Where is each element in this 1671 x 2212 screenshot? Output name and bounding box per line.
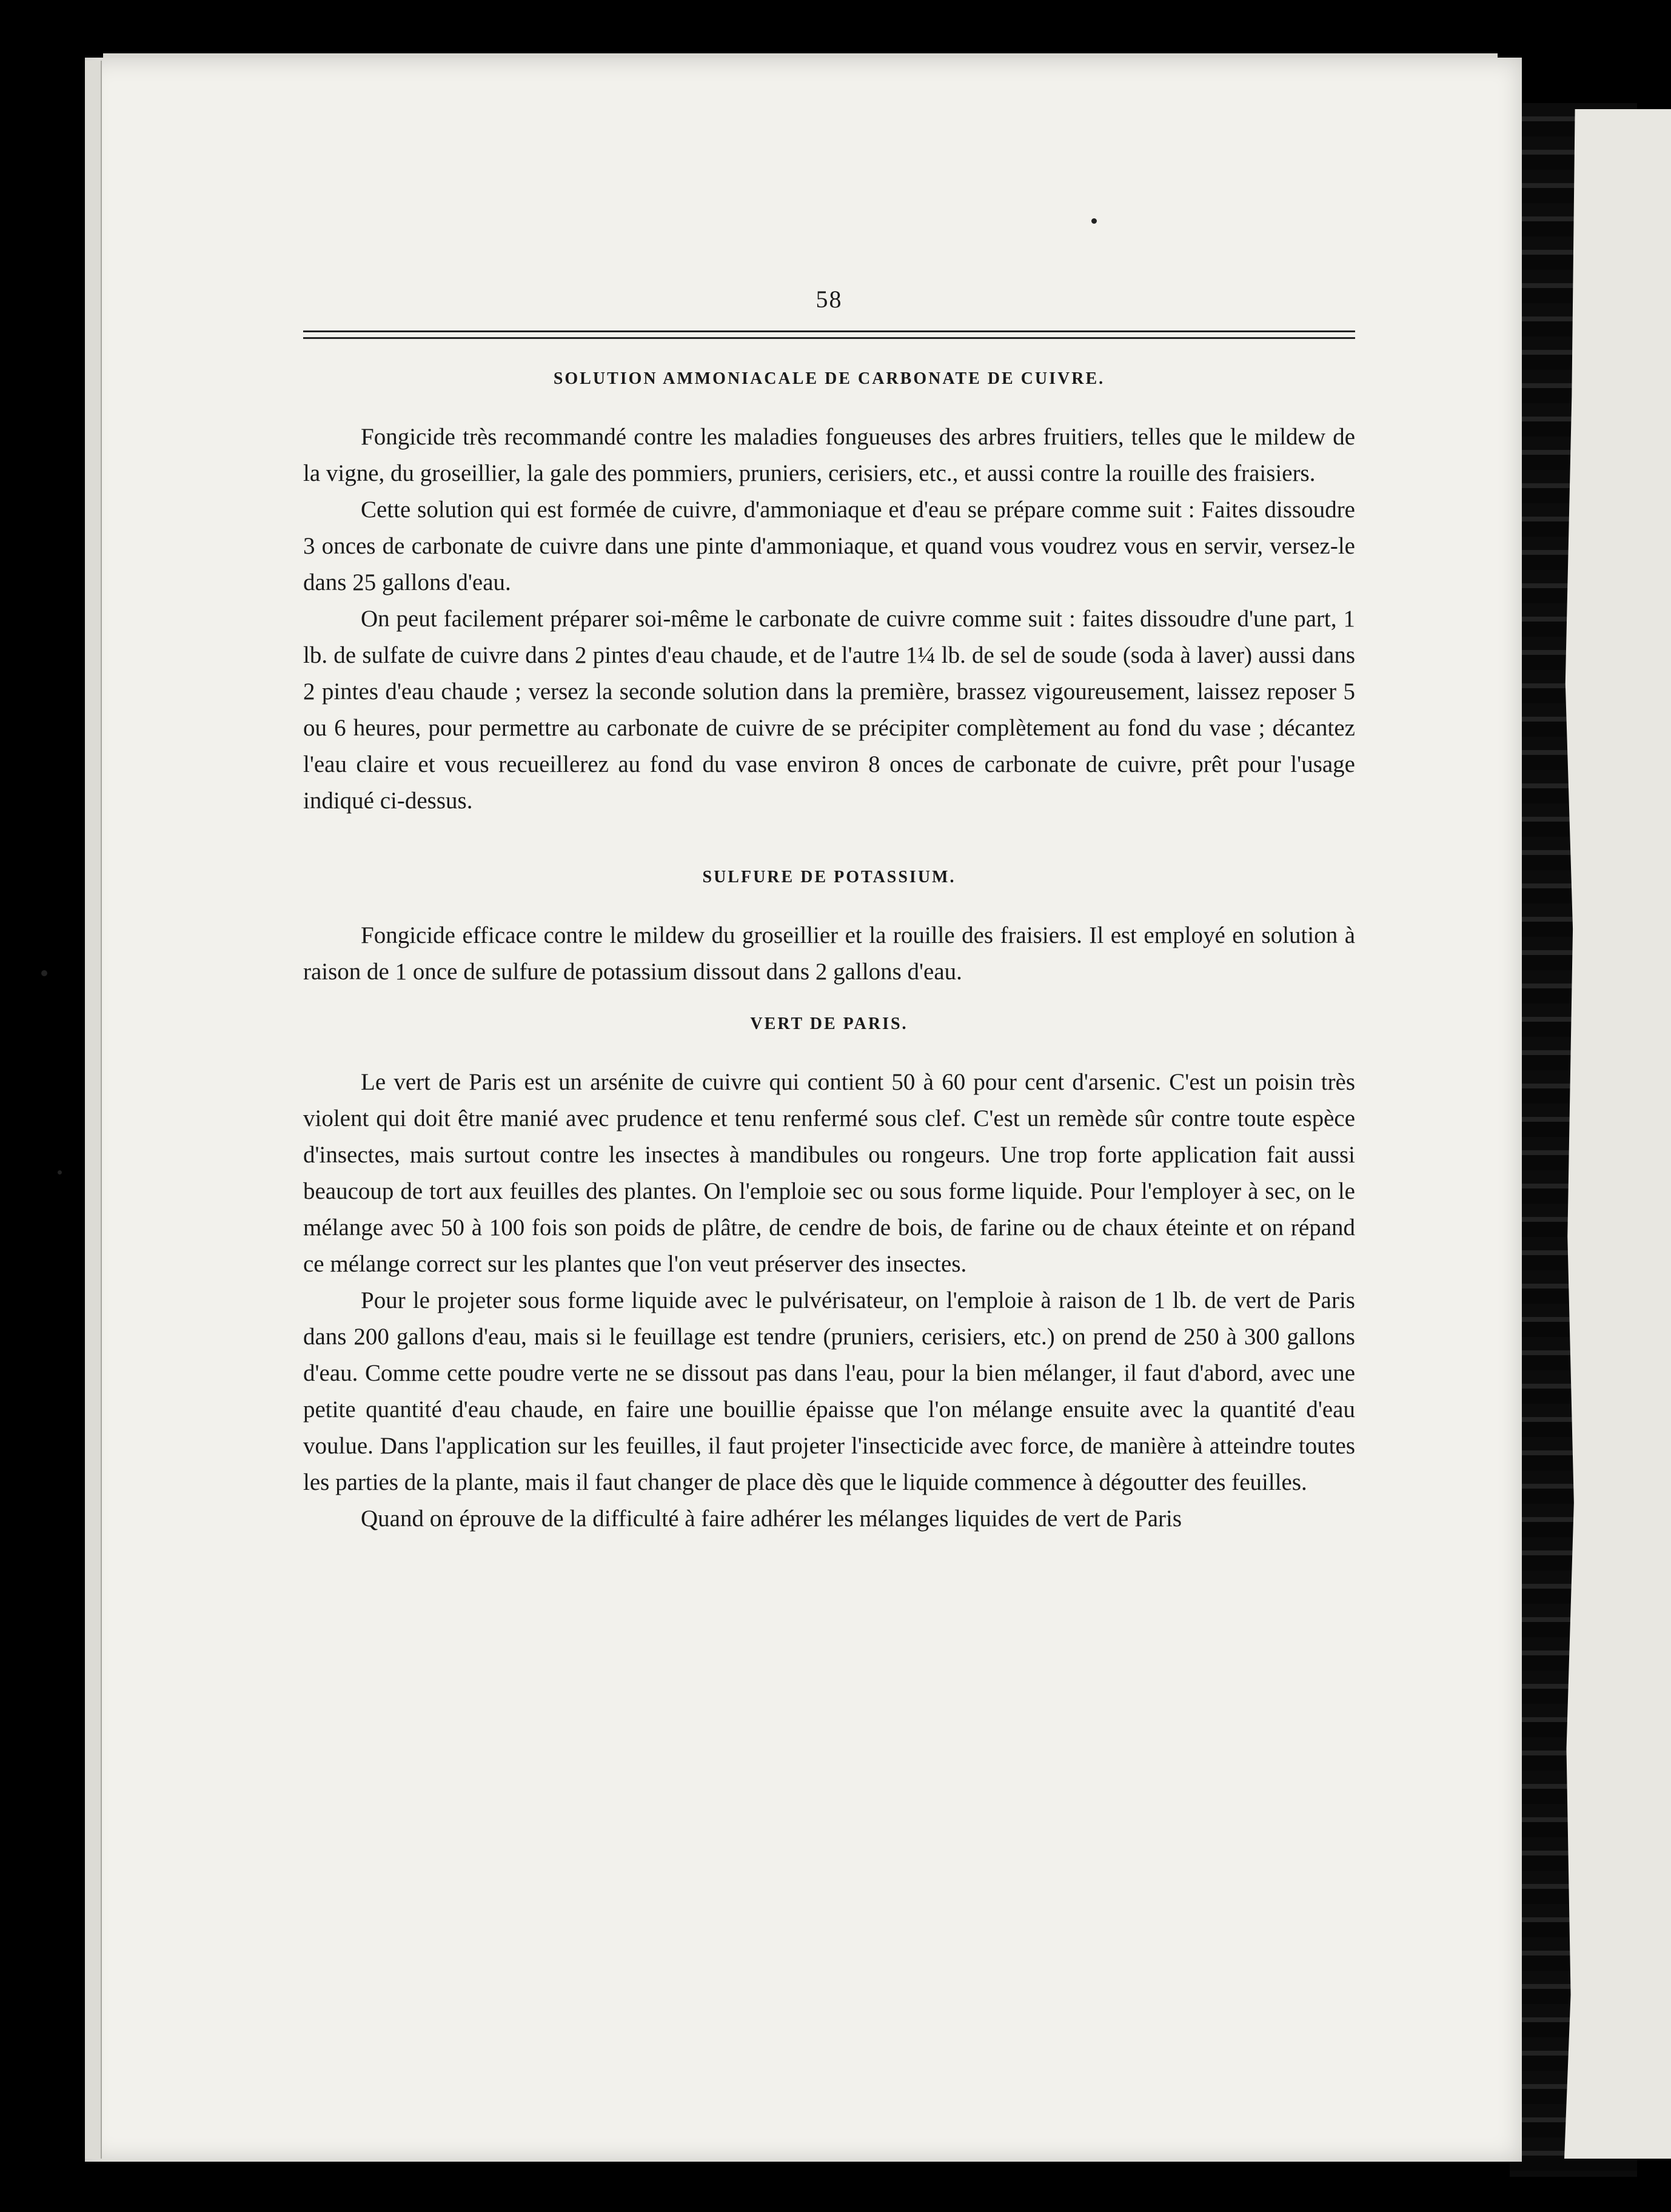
section-heading: SOLUTION AMMONIACALE DE CARBONATE DE CUIVRE.: [553, 369, 1105, 388]
paragraph: Fongicide efficace contre le mildew du groseillier et la rouille des fraisiers. Il est employé en solution à raison de 1 once de sulfure de potassium dissout dans 2 gallons d'eau.: [303, 922, 1355, 985]
dust-speck: [41, 970, 47, 976]
paragraph: Quand on éprouve de la difficulté à faire adhérer les mélanges liquides de vert de Paris: [361, 1506, 1182, 1532]
paragraph: Fongicide très recommandé contre les maladies fongueuses des arbres fruitiers, telles que le mildew de la vigne, du groseillier, la gale des pommiers, pruniers, cerisiers, etc., et aussi contre la rouille des fraisiers.: [303, 424, 1355, 486]
next-page-edge: [1564, 109, 1671, 2159]
dust-speck: [58, 1170, 62, 1175]
paragraph: Pour le projeter sous forme liquide avec le pulvérisateur, on l'emploie à raison de 1 lb. de vert de Paris dans 200 gallons d'eau, mais si le feuillage est tendre (pruniers, cerisiers, etc.) on prend de 250 à 300 gallons d'eau. Comme cette poudre verte ne se dissout pas dans l'eau, pour la bien mélanger, il faut d'abord, avec une petite quantité d'eau chaude, en faire une bouillie épaisse que l'on mélange ensuite avec la quantité d'eau voulue. Dans l'application sur les feuilles, il faut projeter l'insecticide avec force, de manière à atteindre toutes les parties de la plante, mais il faut changer de place dès que le liquide commence à dégoutter des feuilles.: [303, 1287, 1355, 1495]
dust-speck: [1091, 218, 1097, 224]
paragraph: Le vert de Paris est un arsénite de cuivre qui contient 50 à 60 pour cent d'arsenic. C'est un poisin très violent qui doit être manié avec prudence et tenu renfermé sous clef. C'est un remède sûr contre toute espèce d'insectes, mais surtout contre les insectes à mandibules ou rongeurs. Une trop forte application fait aussi beaucoup de tort aux feuilles des plantes. On l'emploie sec ou sous forme liquide. Pour l'employer à sec, on le mélange avec 50 à 100 fois son poids de plâtre, de cendre de bois, de farine ou de chaux éteinte et on répand ce mélange correct sur les plantes que l'on veut préserver des insectes.: [303, 1069, 1355, 1277]
paragraph: On peut facilement préparer soi-même le carbonate de cuivre comme suit : faites dissoudre d'une part, 1 lb. de sulfate de cuivre dans 2 pintes d'eau chaude, et de l'autre 1¼ lb. de sel de soude (soda à laver) aussi dans 2 pintes d'eau chaude ; versez la seconde solution dans la première, brassez vigoureusement, laissez reposer 5 ou 6 heures, pour permettre au carbonate de cuivre de se précipiter complètement au fond du vase ; décantez l'eau claire et vous recueillerez au fond du vase environ 8 onces de carbonate de cuivre, prêt pour l'usage indiqué ci-dessus.: [303, 606, 1355, 814]
section-heading: VERT DE PARIS.: [750, 1014, 908, 1033]
header-rule: [303, 330, 1355, 339]
page-number: 58: [815, 286, 843, 313]
page-left-edge: [85, 61, 102, 2159]
page-content: [303, 285, 1355, 1537]
section-heading: SULFURE DE POTASSIUM.: [702, 868, 956, 886]
paragraph: Cette solution qui est formée de cuivre, d'ammoniaque et d'eau se prépare comme suit : Faites dissoudre 3 onces de carbonate de cuivre dans une pinte d'ammoniaque, et quand vous voudrez vous en servir, versez-le dans 25 gallons d'eau.: [303, 497, 1355, 595]
